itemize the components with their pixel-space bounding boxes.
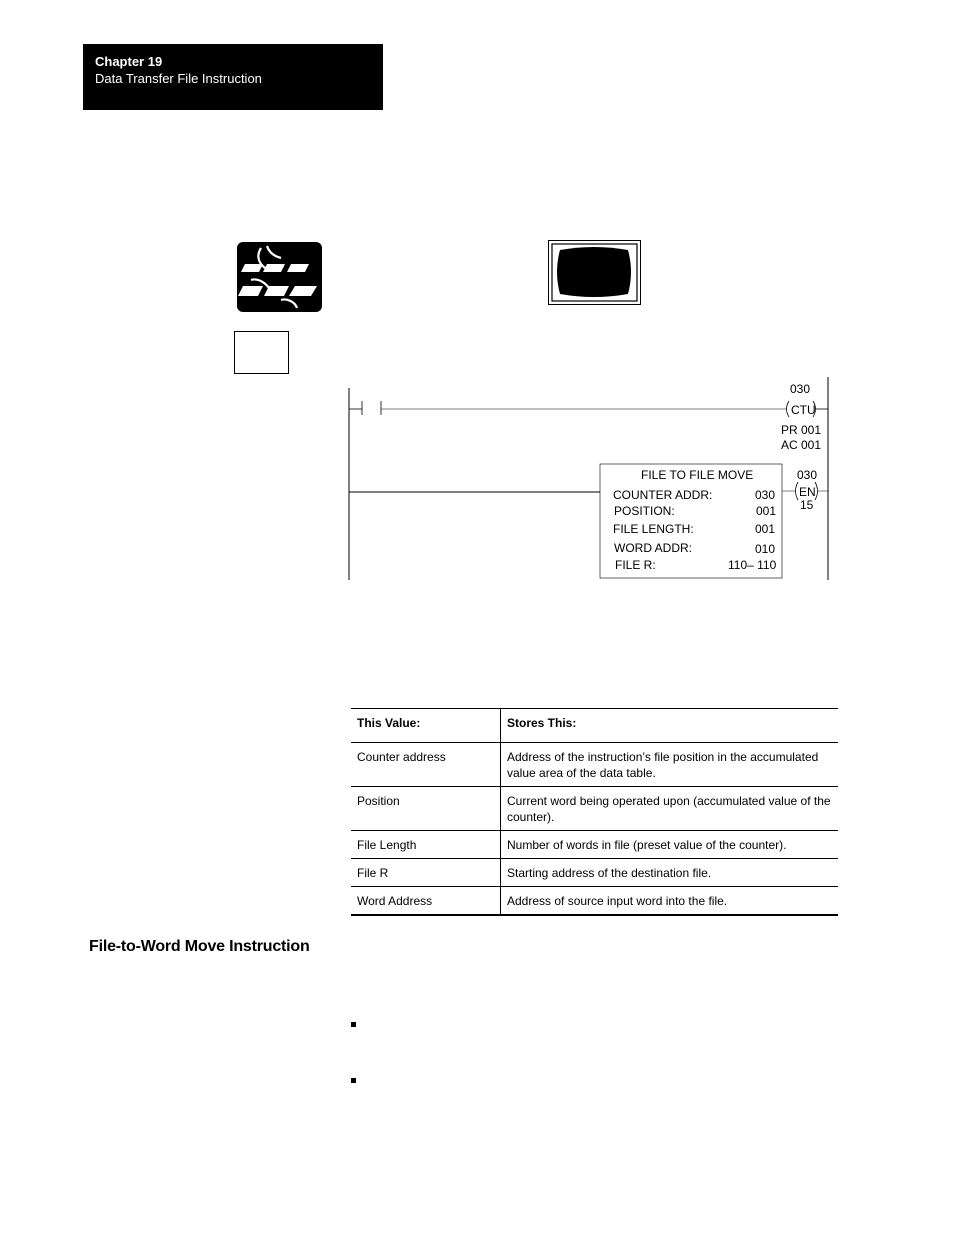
table-row [351, 787, 838, 831]
cell-value: File Length [351, 831, 501, 859]
value-table [351, 708, 838, 916]
column-header-value: This Value: [351, 709, 501, 743]
en-address: 030 [797, 468, 818, 482]
table-row [351, 743, 838, 787]
cell-stores: Address of the instruction’s file position in the accumulated value area of the data table. [507, 750, 819, 780]
chapter-header [83, 44, 383, 110]
block-filer-label: FILE R: [615, 558, 656, 572]
hands-keyboard-icon [237, 242, 322, 312]
bullet-marker [351, 1022, 356, 1027]
en-bit: 15 [800, 498, 814, 512]
block-word-label: WORD ADDR: [614, 541, 692, 555]
block-filer-value: 110– 110 [728, 558, 777, 572]
ctu-accum: AC 001 [781, 438, 822, 452]
cell-stores: Current word being operated upon (accumulated value of the counter). [507, 794, 831, 824]
ctu-preset: PR 001 [781, 423, 822, 437]
section-heading: File-to-Word Move Instruction [89, 938, 310, 955]
block-counter-label: COUNTER ADDR: [613, 488, 713, 502]
cell-value: File R [351, 859, 501, 887]
block-length-label: FILE LENGTH: [613, 522, 694, 536]
cell-stores: Address of source input word into the file. [507, 894, 728, 908]
en-coil-left [796, 482, 799, 500]
block-length-value: 001 [755, 522, 776, 536]
block-position-label: POSITION: [614, 504, 675, 518]
chapter-number: Chapter 19 [95, 54, 163, 69]
table-row [351, 859, 838, 887]
block-word-value: 010 [755, 542, 776, 556]
cell-stores: Number of words in file (preset value of the counter). [507, 838, 787, 852]
bullet-marker [351, 1078, 356, 1083]
en-label: EN [799, 485, 816, 499]
cell-value: Counter address [351, 743, 501, 787]
block-position-value: 001 [756, 504, 777, 518]
ladder-diagram [340, 375, 840, 585]
cell-value: Word Address [351, 887, 501, 916]
table-header-row [351, 709, 838, 743]
cell-stores: Starting address of the destination file. [507, 866, 712, 880]
label-box [234, 331, 289, 374]
ctu-coil-left [787, 401, 790, 417]
table-row [351, 831, 838, 859]
monitor-icon [548, 240, 641, 305]
column-header-stores: Stores This: [507, 716, 577, 730]
chapter-title: Data Transfer File Instruction [95, 71, 262, 86]
ctu-label: CTU [791, 403, 816, 417]
block-title: FILE TO FILE MOVE [641, 468, 754, 482]
cell-value: Position [351, 787, 501, 831]
table-row [351, 887, 838, 916]
block-counter-value: 030 [755, 488, 776, 502]
ctu-address: 030 [790, 382, 811, 396]
